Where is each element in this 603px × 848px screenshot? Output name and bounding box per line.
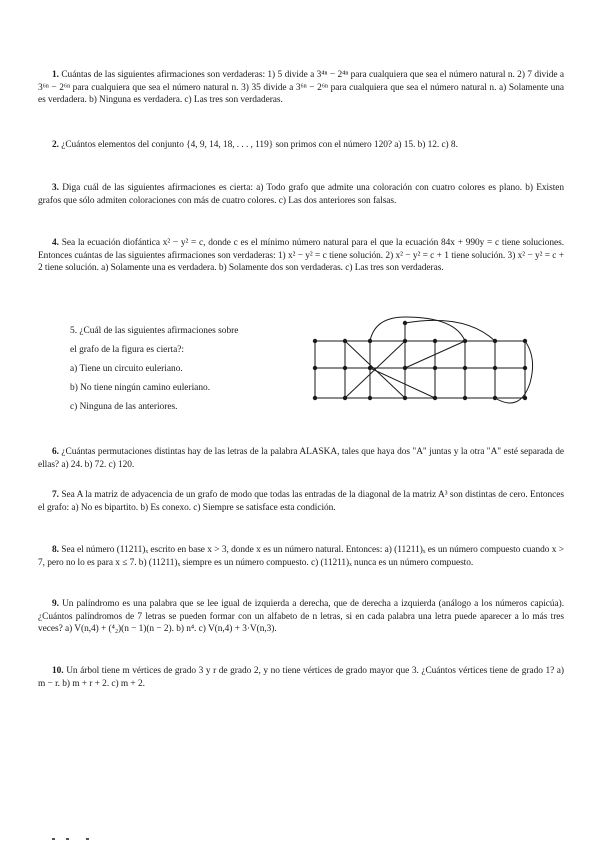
question-10 xyxy=(38,665,564,690)
question-number: 10. xyxy=(52,666,64,676)
question-text: Un palíndromo es una palabra que se lee igual de izquierda a derecha, que de derecha a izquierda (análogo a los números capicúa). ¿Cuántos palíndromos de 7 letras se pueden formar con un alfabeto de n letras, si en cada palabra una letra puede aparecer a lo más tres veces? a) V(n,4) + (⁴₂)(n − 1)(n − 2). b) n⁴. c) V(n,4) + 3·V(n,3). xyxy=(38,599,564,635)
question-number: 6. xyxy=(52,447,59,457)
question-text: Sea el número (11211)ₓ escrito en base x > 3, donde x es un número natural. Entonces: a) (11211)ₓ es un número compuesto cuando x > 7, pero no lo es para x ≤ 7. b) (11211)ₓ siempre es un número compuesto. c) (11211)ₓ nunca es un número compuesto. xyxy=(38,545,564,568)
question-text: Un árbol tiene m vértices de grado 3 y r de grado 2, y no tiene vértices de grado mayor que 3. ¿Cuántos vértices tiene de grado 1? a) m − r. b) m + r + 2. c) m + 2. xyxy=(38,666,564,689)
question-number: 9. xyxy=(52,599,59,609)
scan-mark xyxy=(52,836,112,842)
question-number: 7. xyxy=(52,490,59,500)
question-5-line-1: 5. ¿Cuál de las siguientes afirmaciones sobre xyxy=(70,326,239,336)
question-text: Cuántas de las siguientes afirmaciones son verdaderas: 1) 5 divide a 3⁴ⁿ − 2⁴ⁿ para cualquiera que sea el número natural n. 2) 7 divide a 3⁶ⁿ − 2⁶ⁿ para cualquiera que sea el número natural n. 3) 35 divide a 3⁶ⁿ − 2⁶ⁿ para cualquiera que sea el número natural n. a) Solamente una es verdadera. b) Ninguna es verdadera. c) Las tres son verdaderas. xyxy=(38,70,565,106)
question-1 xyxy=(38,69,564,107)
question-5-line-2: el grafo de la figura es cierta?: xyxy=(70,345,184,355)
question-5-option-b: b) No tiene ningún camino euleriano. xyxy=(70,383,211,393)
question-number: 3. xyxy=(52,183,59,193)
question-text: ¿Cuántas permutaciones distintas hay de las letras de la palabra ALASKA, tales que haya dos "A" juntas y la otra "A" esté separada de ellas? a) 24. b) 72. c) 120. xyxy=(38,447,564,470)
question-text: Sea A la matriz de adyacencia de un grafo de modo que todas las entradas de la diagonal de la matriz A³ son distintas de cero. Entonces el grafo: a) No es bipartito. b) Es conexo. c) Siempre se satisface esta condición. xyxy=(38,490,564,513)
question-5 xyxy=(70,322,300,417)
question-text: Diga cuál de las siguientes afirmaciones es cierta: a) Todo grafo que admite una coloración con cuatro colores es plano. b) Existen grafos que sólo admiten coloraciones con más de cuatro colores. c) Las dos anteriores son falsas. xyxy=(38,183,565,206)
question-text: Sea la ecuación diofántica x² − y² = c, donde c es el mínimo número natural para el que la ecuación 84x + 990y = c tiene soluciones. Entonces cuántas de las siguientes afirmaciones son verdaderas: 1) x² − y² = c tiene solución. 2) x² − y² = c + 1 tiene solución. 3) x² − y² = c + 2 tiene solución. a) Solamente una es verdadera. b) Solamente dos son verdaderas. c) Las tres son verdaderas. xyxy=(38,238,565,274)
question-number: 2. xyxy=(52,140,59,150)
question-4 xyxy=(38,237,564,275)
question-text: ¿Cuántos elementos del conjunto {4, 9, 14, 18, . . . , 119} son primos con el número 120? a) 15. b) 12. c) 8. xyxy=(61,140,458,150)
question-8 xyxy=(38,544,564,569)
question-7 xyxy=(38,489,564,514)
question-number: 4. xyxy=(52,238,59,248)
question-9 xyxy=(38,598,564,636)
question-number: 1. xyxy=(52,70,59,80)
graph-figure xyxy=(305,313,545,413)
question-5-option-c: c) Ninguna de las anteriores. xyxy=(70,402,178,412)
question-number: 8. xyxy=(52,545,59,555)
question-5-option-a: a) Tiene un circuito euleriano. xyxy=(70,364,183,374)
question-3 xyxy=(38,182,564,207)
question-2 xyxy=(38,139,564,152)
question-6 xyxy=(38,446,564,471)
